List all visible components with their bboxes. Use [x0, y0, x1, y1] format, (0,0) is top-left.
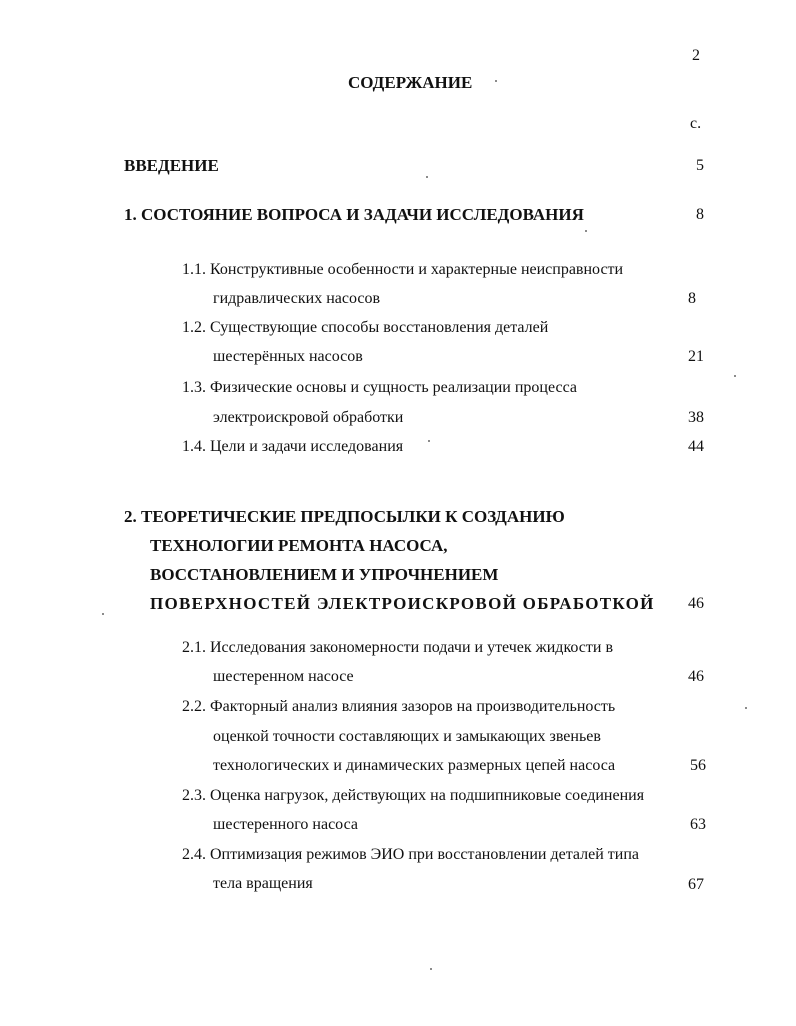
scan-speck	[430, 968, 432, 970]
toc-section-2-2-line1: 2.2. Факторный анализ влияния зазоров на производительность	[182, 698, 616, 715]
toc-section-2-2-page: 56	[690, 757, 706, 774]
toc-section-2-3-page: 63	[690, 816, 706, 833]
toc-intro-page: 5	[696, 157, 704, 174]
toc-section-1-2-line1: 1.2. Существующие способы восстановления деталей	[182, 319, 549, 336]
toc-section-1-1-line2: гидравлических насосов	[213, 290, 381, 307]
toc-section-1-4-line1: 1.4. Цели и задачи исследования	[182, 438, 404, 455]
toc-section-1-1-line1: 1.1. Конструктивные особенности и характерные неисправности	[182, 261, 624, 278]
toc-chapter1-label: 1. СОСТОЯНИЕ ВОПРОСА И ЗАДАЧИ ИССЛЕДОВАНИЯ	[124, 205, 584, 224]
toc-section-1-4-page: 44	[688, 438, 704, 455]
page-column-label: с.	[690, 115, 702, 132]
toc-section-2-4-line1: 2.4. Оптимизация режимов ЭИО при восстановлении деталей типа	[182, 846, 640, 863]
scan-speck	[426, 176, 428, 178]
toc-chapter2-line4: ПОВЕРХНОСТЕЙ ЭЛЕКТРОИСКРОВОЙ ОБРАБОТКОЙ	[150, 594, 655, 613]
page-title: СОДЕРЖАНИЕ	[348, 73, 473, 92]
scan-speck	[428, 440, 430, 442]
toc-section-2-1-page: 46	[688, 668, 704, 685]
toc-section-1-3-page: 38	[688, 409, 704, 426]
toc-section-1-3-line2: электроискровой обработки	[213, 409, 404, 426]
toc-section-2-2-line3: технологических и динамических размерных цепей насоса	[213, 757, 616, 774]
scan-speck	[495, 80, 497, 82]
toc-section-1-3-line1: 1.3. Физические основы и сущность реализации процесса	[182, 379, 577, 396]
toc-section-2-1-line2: шестеренном насосе	[213, 668, 354, 685]
scan-speck	[734, 375, 736, 377]
toc-section-1-2-line2: шестерённых насосов	[213, 348, 363, 365]
toc-chapter2-line3: ВОССТАНОВЛЕНИЕМ И УПРОЧНЕНИЕМ	[150, 565, 499, 584]
toc-chapter2-page: 46	[688, 595, 704, 612]
toc-section-2-4-page: 67	[688, 876, 704, 893]
toc-chapter2-line2: ТЕХНОЛОГИИ РЕМОНТА НАСОСА,	[150, 536, 448, 555]
scan-speck	[585, 230, 587, 232]
page-number: 2	[692, 47, 700, 64]
toc-section-2-2-line2: оценкой точности составляющих и замыкающих звеньев	[213, 728, 601, 745]
toc-section-2-4-line2: тела вращения	[213, 875, 313, 892]
toc-section-1-2-page: 21	[688, 348, 704, 365]
toc-chapter1-page: 8	[696, 206, 704, 223]
toc-section-2-3-line2: шестеренного насоса	[213, 816, 358, 833]
toc-section-1-1-page: 8	[688, 290, 696, 307]
toc-chapter2-line1: 2. ТЕОРЕТИЧЕСКИЕ ПРЕДПОСЫЛКИ К СОЗДАНИЮ	[124, 507, 565, 526]
toc-section-2-3-line1: 2.3. Оценка нагрузок, действующих на подшипниковые соединения	[182, 787, 645, 804]
scan-speck	[745, 707, 747, 709]
toc-section-2-1-line1: 2.1. Исследования закономерности подачи и утечек жидкости в	[182, 639, 614, 656]
scan-speck	[102, 613, 104, 615]
toc-intro-label: ВВЕДЕНИЕ	[124, 156, 219, 175]
